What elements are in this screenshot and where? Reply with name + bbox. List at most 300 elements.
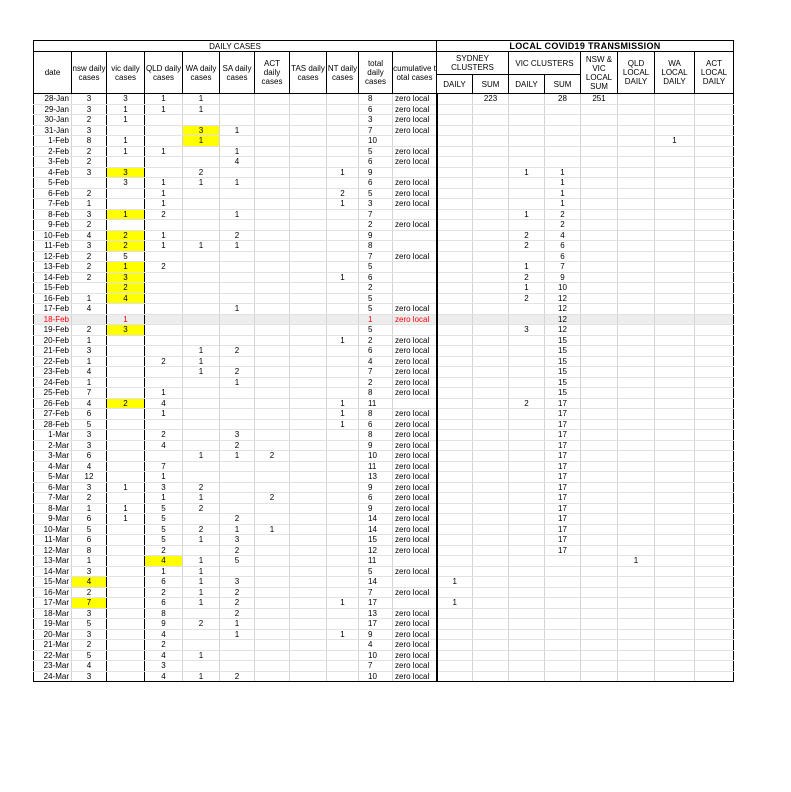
cell-nt[interactable] (327, 178, 359, 189)
cell-sydney-daily[interactable] (437, 619, 473, 630)
cell-qld-local-daily[interactable] (618, 272, 655, 283)
cell-sa[interactable] (220, 199, 255, 210)
cell-cumulative[interactable]: zero local (393, 367, 437, 378)
cell-nsw[interactable]: 5 (72, 650, 107, 661)
cell-vic-sum[interactable] (545, 650, 581, 661)
cell-vic-sum[interactable] (545, 587, 581, 598)
cell-vic-sum[interactable] (545, 608, 581, 619)
cell-tas[interactable] (290, 199, 327, 210)
cell-qld[interactable]: 2 (145, 356, 183, 367)
cell-date[interactable]: 29-Jan (34, 104, 72, 115)
cell-sydney-daily[interactable] (437, 283, 473, 294)
cell-sa[interactable]: 1 (220, 178, 255, 189)
cell-qld-local-daily[interactable] (618, 503, 655, 514)
cell-tas[interactable] (290, 251, 327, 262)
cell-date[interactable]: 22-Feb (34, 356, 72, 367)
cell-act[interactable] (255, 104, 290, 115)
cell-act[interactable] (255, 430, 290, 441)
col-header-vic-daily[interactable]: DAILY (509, 75, 545, 94)
cell-qld[interactable]: 9 (145, 619, 183, 630)
cell-nsw-vic-local-sum[interactable] (581, 503, 618, 514)
cell-sa[interactable]: 3 (220, 577, 255, 588)
cell-sydney-daily[interactable] (437, 262, 473, 273)
cell-wa-local-daily[interactable] (655, 199, 695, 210)
cell-qld-local-daily[interactable] (618, 293, 655, 304)
cell-vic-daily[interactable]: 2 (509, 230, 545, 241)
cell-total[interactable]: 6 (359, 419, 393, 430)
cell-sa[interactable]: 1 (220, 377, 255, 388)
cell-sa[interactable] (220, 314, 255, 325)
cell-vic-sum[interactable]: 12 (545, 304, 581, 315)
cell-vic[interactable] (107, 524, 145, 535)
cell-sydney-sum[interactable] (473, 241, 509, 252)
cell-sydney-sum[interactable] (473, 629, 509, 640)
cell-nsw-vic-local-sum[interactable] (581, 524, 618, 535)
cell-sa[interactable]: 1 (220, 209, 255, 220)
cell-wa-local-daily[interactable] (655, 598, 695, 609)
cell-qld-local-daily[interactable] (618, 188, 655, 199)
cell-nt[interactable] (327, 461, 359, 472)
cell-wa-local-daily[interactable] (655, 346, 695, 357)
cell-cumulative[interactable]: zero local (393, 566, 437, 577)
cell-vic[interactable]: 1 (107, 503, 145, 514)
cell-qld-local-daily[interactable]: 1 (618, 556, 655, 567)
cell-date[interactable]: 1-Feb (34, 136, 72, 147)
cell-qld[interactable] (145, 167, 183, 178)
cell-act[interactable] (255, 398, 290, 409)
cell-sydney-daily[interactable] (437, 650, 473, 661)
cell-sa[interactable]: 4 (220, 157, 255, 168)
cell-qld-local-daily[interactable] (618, 545, 655, 556)
cell-sa[interactable] (220, 503, 255, 514)
cell-total[interactable]: 10 (359, 650, 393, 661)
cell-cumulative[interactable]: zero local (393, 94, 437, 105)
cell-wa-local-daily[interactable] (655, 503, 695, 514)
cell-tas[interactable] (290, 335, 327, 346)
cell-wa[interactable] (183, 461, 220, 472)
cell-cumulative[interactable] (393, 209, 437, 220)
cell-sa[interactable]: 1 (220, 304, 255, 315)
cell-vic-daily[interactable] (509, 440, 545, 451)
cell-tas[interactable] (290, 545, 327, 556)
cell-date[interactable]: 3-Mar (34, 451, 72, 462)
cell-qld[interactable]: 1 (145, 199, 183, 210)
cell-date[interactable]: 5-Feb (34, 178, 72, 189)
cell-nt[interactable] (327, 451, 359, 462)
col-header-act-local-daily[interactable]: ACT LOCAL DAILY (695, 52, 734, 94)
cell-nsw[interactable]: 8 (72, 545, 107, 556)
cell-wa[interactable]: 2 (183, 482, 220, 493)
cell-vic-daily[interactable] (509, 346, 545, 357)
cell-sa[interactable] (220, 472, 255, 483)
cell-act-local-daily[interactable] (695, 209, 734, 220)
cell-date[interactable]: 5-Mar (34, 472, 72, 483)
cell-tas[interactable] (290, 556, 327, 567)
cell-cumulative[interactable] (393, 272, 437, 283)
cell-total[interactable]: 9 (359, 167, 393, 178)
cell-wa-local-daily[interactable] (655, 377, 695, 388)
cell-act-local-daily[interactable] (695, 461, 734, 472)
cell-vic-daily[interactable] (509, 535, 545, 546)
cell-wa-local-daily[interactable] (655, 157, 695, 168)
cell-sa[interactable] (220, 335, 255, 346)
cell-vic-sum[interactable]: 9 (545, 272, 581, 283)
cell-total[interactable]: 7 (359, 251, 393, 262)
cell-vic[interactable]: 1 (107, 209, 145, 220)
cell-tas[interactable] (290, 157, 327, 168)
cell-act[interactable] (255, 178, 290, 189)
cell-vic-sum[interactable] (545, 671, 581, 682)
cell-vic[interactable]: 3 (107, 325, 145, 336)
cell-nt[interactable] (327, 587, 359, 598)
cell-sa[interactable] (220, 293, 255, 304)
cell-date[interactable]: 3-Feb (34, 157, 72, 168)
cell-wa[interactable] (183, 115, 220, 126)
cell-wa-local-daily[interactable] (655, 125, 695, 136)
cell-tas[interactable] (290, 398, 327, 409)
cell-total[interactable]: 11 (359, 461, 393, 472)
cell-total[interactable]: 8 (359, 94, 393, 105)
cell-nt[interactable] (327, 535, 359, 546)
cell-nsw-vic-local-sum[interactable] (581, 157, 618, 168)
cell-sydney-sum[interactable] (473, 251, 509, 262)
cell-date[interactable]: 14-Mar (34, 566, 72, 577)
cell-nsw-vic-local-sum[interactable] (581, 661, 618, 672)
cell-sydney-daily[interactable] (437, 472, 473, 483)
cell-vic[interactable]: 2 (107, 230, 145, 241)
cell-sydney-daily[interactable] (437, 335, 473, 346)
cell-tas[interactable] (290, 377, 327, 388)
cell-date[interactable]: 24-Feb (34, 377, 72, 388)
cell-act-local-daily[interactable] (695, 629, 734, 640)
cell-sydney-daily[interactable] (437, 199, 473, 210)
cell-qld-local-daily[interactable] (618, 377, 655, 388)
cell-act-local-daily[interactable] (695, 136, 734, 147)
cell-qld-local-daily[interactable] (618, 598, 655, 609)
cell-act[interactable]: 2 (255, 493, 290, 504)
cell-wa[interactable] (183, 157, 220, 168)
cell-qld[interactable]: 1 (145, 409, 183, 420)
cell-cumulative[interactable]: zero local (393, 514, 437, 525)
cell-vic[interactable] (107, 493, 145, 504)
cell-sydney-daily[interactable] (437, 220, 473, 231)
cell-vic[interactable]: 1 (107, 115, 145, 126)
cell-sydney-sum[interactable] (473, 220, 509, 231)
col-header-total[interactable]: total daily cases (359, 52, 393, 94)
cell-vic-daily[interactable] (509, 430, 545, 441)
cell-vic[interactable] (107, 608, 145, 619)
cell-nt[interactable] (327, 503, 359, 514)
cell-vic[interactable] (107, 556, 145, 567)
cell-qld-local-daily[interactable] (618, 157, 655, 168)
cell-qld[interactable]: 1 (145, 94, 183, 105)
cell-act-local-daily[interactable] (695, 556, 734, 567)
cell-qld[interactable] (145, 220, 183, 231)
cell-act[interactable] (255, 188, 290, 199)
cell-date[interactable]: 6-Feb (34, 188, 72, 199)
cell-date[interactable]: 26-Feb (34, 398, 72, 409)
cell-sydney-daily[interactable] (437, 367, 473, 378)
cell-sydney-daily[interactable] (437, 230, 473, 241)
col-header-vic[interactable]: vic daily cases (107, 52, 145, 94)
cell-nt[interactable] (327, 377, 359, 388)
cell-qld[interactable] (145, 157, 183, 168)
cell-vic-sum[interactable] (545, 619, 581, 630)
cell-nsw[interactable]: 3 (72, 209, 107, 220)
cell-act[interactable] (255, 146, 290, 157)
cell-date[interactable]: 15-Mar (34, 577, 72, 588)
cell-wa[interactable] (183, 146, 220, 157)
cell-cumulative[interactable]: zero local (393, 619, 437, 630)
cell-act[interactable] (255, 472, 290, 483)
cell-sydney-daily[interactable] (437, 419, 473, 430)
cell-wa-local-daily[interactable] (655, 619, 695, 630)
cell-nsw-vic-local-sum[interactable] (581, 367, 618, 378)
cell-cumulative[interactable] (393, 556, 437, 567)
cell-qld[interactable]: 4 (145, 556, 183, 567)
cell-vic-sum[interactable]: 1 (545, 188, 581, 199)
cell-qld-local-daily[interactable] (618, 209, 655, 220)
cell-tas[interactable] (290, 577, 327, 588)
cell-vic-daily[interactable] (509, 661, 545, 672)
cell-sa[interactable]: 2 (220, 346, 255, 357)
cell-vic-daily[interactable] (509, 566, 545, 577)
cell-act[interactable] (255, 115, 290, 126)
cell-tas[interactable] (290, 608, 327, 619)
cell-cumulative[interactable]: zero local (393, 335, 437, 346)
cell-sa[interactable]: 1 (220, 125, 255, 136)
cell-wa[interactable]: 1 (183, 556, 220, 567)
cell-qld-local-daily[interactable] (618, 472, 655, 483)
cell-nt[interactable] (327, 94, 359, 105)
cell-sa[interactable] (220, 325, 255, 336)
cell-vic[interactable]: 2 (107, 398, 145, 409)
cell-qld-local-daily[interactable] (618, 146, 655, 157)
cell-date[interactable]: 2-Feb (34, 146, 72, 157)
cell-nt[interactable]: 2 (327, 188, 359, 199)
cell-qld[interactable]: 4 (145, 398, 183, 409)
cell-act[interactable] (255, 419, 290, 430)
cell-wa[interactable] (183, 440, 220, 451)
cell-wa-local-daily[interactable] (655, 94, 695, 105)
cell-sydney-sum[interactable] (473, 493, 509, 504)
cell-nsw[interactable]: 4 (72, 367, 107, 378)
cell-tas[interactable] (290, 272, 327, 283)
cell-nt[interactable] (327, 650, 359, 661)
cell-sydney-daily[interactable] (437, 409, 473, 420)
cell-vic[interactable] (107, 577, 145, 588)
cell-qld-local-daily[interactable] (618, 461, 655, 472)
cell-sydney-daily[interactable] (437, 482, 473, 493)
cell-nsw-vic-local-sum[interactable] (581, 514, 618, 525)
cell-sa[interactable] (220, 251, 255, 262)
cell-cumulative[interactable]: zero local (393, 377, 437, 388)
cell-nt[interactable] (327, 577, 359, 588)
cell-total[interactable]: 1 (359, 314, 393, 325)
cell-qld-local-daily[interactable] (618, 367, 655, 378)
cell-vic-sum[interactable]: 17 (545, 440, 581, 451)
col-header-nt[interactable]: NT daily cases (327, 52, 359, 94)
cell-nt[interactable] (327, 472, 359, 483)
cell-nsw[interactable]: 1 (72, 377, 107, 388)
cell-act[interactable] (255, 125, 290, 136)
cell-cumulative[interactable] (393, 598, 437, 609)
cell-qld-local-daily[interactable] (618, 241, 655, 252)
cell-wa[interactable]: 3 (183, 125, 220, 136)
cell-vic-sum[interactable] (545, 125, 581, 136)
cell-tas[interactable] (290, 472, 327, 483)
cell-nsw[interactable]: 2 (72, 493, 107, 504)
cell-act-local-daily[interactable] (695, 440, 734, 451)
cell-act[interactable] (255, 598, 290, 609)
cell-total[interactable]: 7 (359, 661, 393, 672)
cell-act[interactable] (255, 293, 290, 304)
cell-wa-local-daily[interactable] (655, 472, 695, 483)
cell-tas[interactable] (290, 262, 327, 273)
cell-nsw-vic-local-sum[interactable] (581, 482, 618, 493)
cell-qld-local-daily[interactable] (618, 178, 655, 189)
cell-vic[interactable] (107, 598, 145, 609)
cell-act[interactable] (255, 409, 290, 420)
cell-wa[interactable] (183, 409, 220, 420)
cell-total[interactable]: 8 (359, 409, 393, 420)
cell-sydney-daily[interactable] (437, 661, 473, 672)
cell-qld[interactable]: 6 (145, 598, 183, 609)
cell-tas[interactable] (290, 188, 327, 199)
cell-total[interactable]: 5 (359, 566, 393, 577)
cell-sydney-sum[interactable] (473, 377, 509, 388)
cell-vic[interactable]: 5 (107, 251, 145, 262)
cell-date[interactable]: 27-Feb (34, 409, 72, 420)
cell-date[interactable]: 17-Mar (34, 598, 72, 609)
cell-nt[interactable] (327, 545, 359, 556)
cell-wa[interactable]: 1 (183, 598, 220, 609)
cell-nsw[interactable]: 4 (72, 661, 107, 672)
cell-qld[interactable]: 2 (145, 587, 183, 598)
cell-sa[interactable] (220, 398, 255, 409)
cell-nsw-vic-local-sum[interactable] (581, 167, 618, 178)
cell-wa-local-daily[interactable]: 1 (655, 136, 695, 147)
cell-wa-local-daily[interactable] (655, 535, 695, 546)
cell-wa[interactable]: 2 (183, 619, 220, 630)
cell-total[interactable]: 17 (359, 598, 393, 609)
cell-sydney-daily[interactable] (437, 430, 473, 441)
cell-act[interactable] (255, 461, 290, 472)
cell-act[interactable] (255, 167, 290, 178)
cell-act-local-daily[interactable] (695, 272, 734, 283)
cell-wa-local-daily[interactable] (655, 241, 695, 252)
cell-qld[interactable]: 5 (145, 514, 183, 525)
cell-nsw[interactable]: 1 (72, 293, 107, 304)
cell-date[interactable]: 8-Mar (34, 503, 72, 514)
cell-vic-sum[interactable] (545, 629, 581, 640)
cell-wa-local-daily[interactable] (655, 283, 695, 294)
cell-wa[interactable] (183, 472, 220, 483)
cell-cumulative[interactable]: zero local (393, 661, 437, 672)
cell-tas[interactable] (290, 136, 327, 147)
cell-wa[interactable] (183, 293, 220, 304)
cell-sydney-daily[interactable]: 1 (437, 598, 473, 609)
cell-nt[interactable] (327, 241, 359, 252)
cell-tas[interactable] (290, 209, 327, 220)
cell-vic[interactable] (107, 367, 145, 378)
cell-qld-local-daily[interactable] (618, 440, 655, 451)
cell-vic[interactable] (107, 356, 145, 367)
cell-sydney-sum[interactable] (473, 587, 509, 598)
cell-vic-sum[interactable]: 7 (545, 262, 581, 273)
cell-sydney-sum[interactable] (473, 545, 509, 556)
cell-nsw[interactable]: 1 (72, 503, 107, 514)
cell-sa[interactable]: 2 (220, 608, 255, 619)
cell-sydney-sum[interactable] (473, 104, 509, 115)
cell-wa-local-daily[interactable] (655, 577, 695, 588)
cell-nt[interactable] (327, 293, 359, 304)
cell-total[interactable]: 2 (359, 335, 393, 346)
cell-wa-local-daily[interactable] (655, 640, 695, 651)
cell-sydney-sum[interactable] (473, 188, 509, 199)
cell-tas[interactable] (290, 650, 327, 661)
cell-cumulative[interactable]: zero local (393, 482, 437, 493)
cell-total[interactable]: 7 (359, 209, 393, 220)
cell-vic-sum[interactable]: 17 (545, 398, 581, 409)
cell-tas[interactable] (290, 367, 327, 378)
cell-date[interactable]: 20-Feb (34, 335, 72, 346)
cell-wa[interactable] (183, 514, 220, 525)
cell-sydney-daily[interactable] (437, 493, 473, 504)
cell-sydney-sum[interactable] (473, 577, 509, 588)
cell-act[interactable] (255, 367, 290, 378)
cell-cumulative[interactable]: zero local (393, 608, 437, 619)
cell-qld-local-daily[interactable] (618, 94, 655, 105)
cell-cumulative[interactable]: zero local (393, 304, 437, 315)
cell-wa[interactable]: 1 (183, 241, 220, 252)
cell-cumulative[interactable]: zero local (393, 157, 437, 168)
cell-sydney-daily[interactable] (437, 629, 473, 640)
cell-wa[interactable] (183, 230, 220, 241)
cell-wa-local-daily[interactable] (655, 629, 695, 640)
cell-wa[interactable]: 1 (183, 104, 220, 115)
cell-sydney-sum[interactable] (473, 598, 509, 609)
cell-sydney-daily[interactable] (437, 388, 473, 399)
cell-wa-local-daily[interactable] (655, 178, 695, 189)
cell-act[interactable] (255, 272, 290, 283)
cell-wa[interactable] (183, 608, 220, 619)
cell-qld[interactable] (145, 136, 183, 147)
cell-act-local-daily[interactable] (695, 115, 734, 126)
cell-act-local-daily[interactable] (695, 524, 734, 535)
cell-cumulative[interactable]: zero local (393, 104, 437, 115)
cell-nsw[interactable]: 2 (72, 146, 107, 157)
cell-qld-local-daily[interactable] (618, 419, 655, 430)
cell-nsw[interactable]: 7 (72, 388, 107, 399)
cell-act[interactable] (255, 650, 290, 661)
cell-nsw[interactable]: 6 (72, 535, 107, 546)
cell-qld-local-daily[interactable] (618, 619, 655, 630)
cell-act[interactable] (255, 230, 290, 241)
cell-wa-local-daily[interactable] (655, 650, 695, 661)
cell-act[interactable] (255, 377, 290, 388)
cell-nt[interactable] (327, 157, 359, 168)
cell-sydney-sum[interactable] (473, 608, 509, 619)
cell-qld-local-daily[interactable] (618, 629, 655, 640)
cell-tas[interactable] (290, 356, 327, 367)
cell-nsw[interactable]: 6 (72, 451, 107, 462)
cell-vic-daily[interactable] (509, 251, 545, 262)
cell-nt[interactable] (327, 136, 359, 147)
cell-wa[interactable] (183, 629, 220, 640)
cell-nsw[interactable]: 8 (72, 136, 107, 147)
cell-date[interactable]: 16-Feb (34, 293, 72, 304)
